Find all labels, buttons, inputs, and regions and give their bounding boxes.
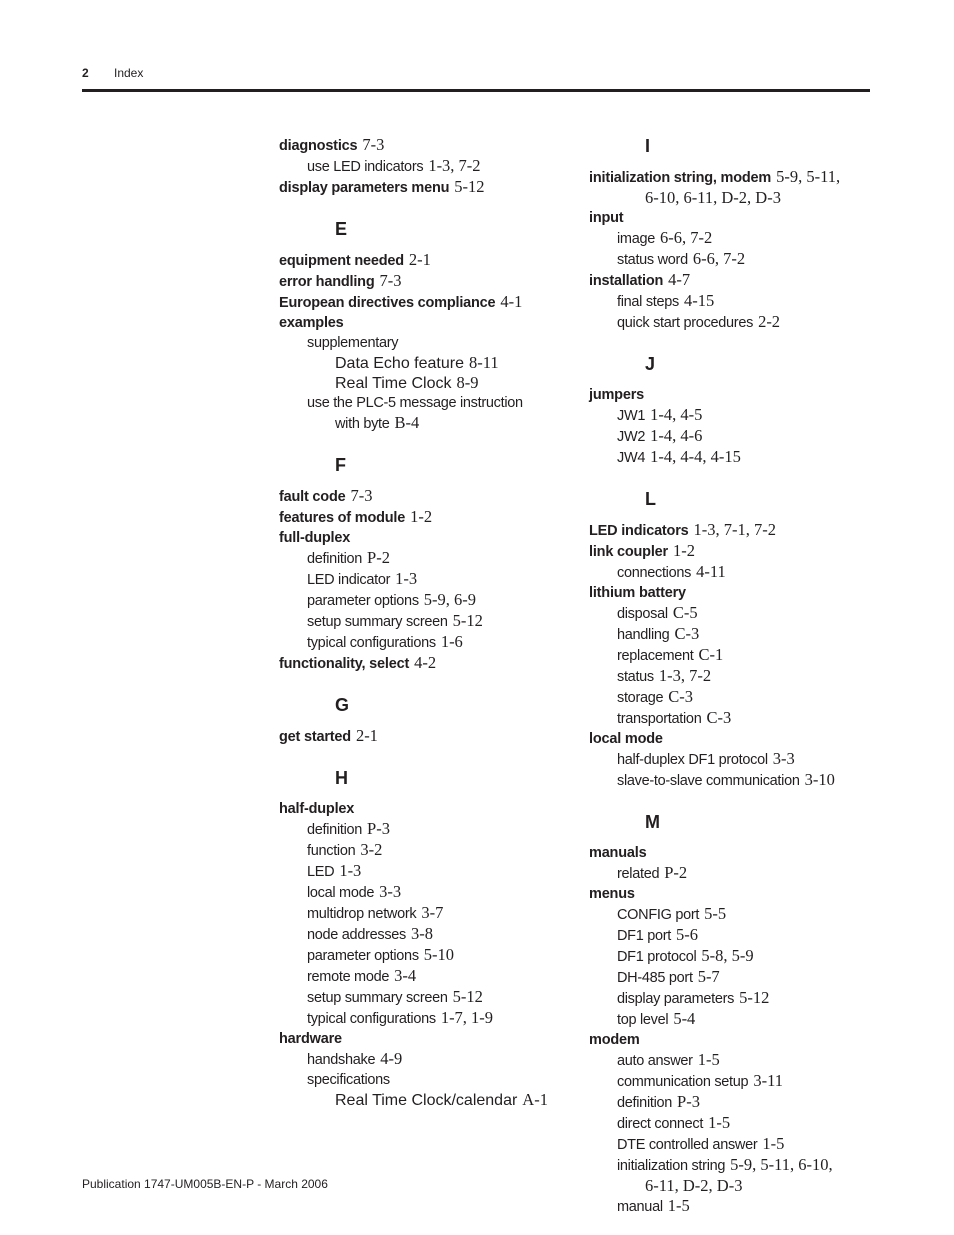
index-term: equipment needed — [279, 253, 404, 269]
index-entry — [279, 135, 569, 156]
index-entry — [589, 904, 879, 925]
index-term: features of module — [279, 510, 406, 526]
index-entry — [589, 426, 879, 447]
index-term: modem — [589, 1032, 640, 1048]
index-term: CONFIG port — [617, 907, 700, 923]
index-term: parameter options — [307, 593, 419, 609]
index-entry — [279, 250, 569, 271]
index-entry — [279, 528, 569, 548]
index-entry — [589, 770, 879, 791]
index-entry — [279, 799, 569, 819]
index-entry — [279, 987, 569, 1008]
index-entry — [589, 729, 879, 749]
page-references: 2-2 — [758, 312, 781, 331]
index-entry — [279, 819, 569, 840]
index-entry — [279, 653, 569, 674]
index-entry — [589, 312, 879, 333]
section-letter-f: F — [335, 455, 346, 475]
index-term: DH-485 port — [617, 970, 693, 986]
index-term: specifications — [307, 1072, 390, 1088]
index-term: fault code — [279, 489, 346, 505]
index-entry — [589, 1113, 879, 1134]
index-entry — [279, 632, 569, 653]
index-entry — [279, 1008, 569, 1029]
index-term: replacement — [617, 648, 694, 664]
index-entry — [279, 177, 569, 198]
index-term: function — [307, 843, 356, 859]
page-references: 6-6, 7-2 — [660, 228, 713, 247]
index-entry — [589, 385, 879, 405]
index-entry — [279, 333, 569, 353]
index-term: initialization string — [617, 1158, 726, 1174]
index-entry — [589, 925, 879, 946]
page-references-continuation: 6-10, 6-11, D-2, D-3 — [645, 188, 781, 207]
index-term: slave-to-slave communication — [617, 773, 800, 789]
index-entry — [279, 611, 569, 632]
page-references: 1-5 — [708, 1113, 731, 1132]
index-entry — [279, 507, 569, 528]
index-entry — [279, 903, 569, 924]
page-references-continuation: B-4 — [394, 413, 420, 432]
index-term: input — [589, 210, 624, 226]
index-term: hardware — [279, 1031, 342, 1047]
page-references: 2-1 — [355, 726, 378, 745]
index-entry — [589, 1196, 879, 1217]
page-references: 5-9, 6-9 — [423, 590, 477, 609]
page-references: C-3 — [706, 708, 732, 727]
page-references: 1-3 — [339, 861, 362, 880]
page-references: 3-4 — [394, 966, 417, 985]
index-term: connections — [617, 565, 692, 581]
page-number: 2 — [82, 66, 89, 80]
page-references-continuation: 6-11, D-2, D-3 — [645, 1176, 743, 1195]
index-entry — [589, 208, 879, 228]
page-references: 1-2 — [410, 507, 433, 526]
page-references: 5-7 — [697, 967, 720, 986]
index-entry — [279, 271, 569, 292]
page-references: 3-7 — [421, 903, 444, 922]
index-term: JW1 — [617, 408, 646, 424]
index-term: jumpers — [589, 387, 645, 403]
index-term: European directives compliance — [279, 295, 496, 311]
index-term: quick start procedures — [617, 315, 754, 331]
index-term: use the PLC-5 message instruction — [307, 395, 523, 411]
index-entry — [589, 1134, 879, 1155]
section-letter-i: I — [645, 136, 651, 156]
page-references: 3-8 — [411, 924, 433, 943]
page-references: 3-10 — [804, 770, 835, 789]
section-letter-g: G — [335, 695, 350, 715]
page-references: P-3 — [367, 819, 390, 838]
index-term: communication setup — [617, 1074, 749, 1090]
index-term-continuation: with byte — [335, 416, 390, 432]
page-references: P-2 — [367, 548, 390, 567]
page-references: 2-1 — [408, 250, 431, 269]
index-column-left — [279, 135, 569, 1110]
page-references: 1-7, 1-9 — [440, 1008, 494, 1027]
index-entry — [589, 749, 879, 770]
index-term: definition — [617, 1095, 673, 1111]
index-entry — [279, 1070, 569, 1090]
page-references: P-3 — [677, 1092, 700, 1111]
index-entry — [279, 1029, 569, 1049]
page-references: 1-5 — [697, 1050, 720, 1069]
index-term: manual — [617, 1199, 663, 1215]
index-term: final steps — [617, 294, 679, 310]
index-term: status word — [617, 252, 688, 268]
index-entry — [589, 520, 879, 541]
index-entry — [279, 726, 569, 747]
index-term: definition — [307, 551, 363, 567]
index-entry — [589, 1050, 879, 1071]
index-term: setup summary screen — [307, 990, 448, 1006]
section-letter-h: H — [335, 768, 348, 788]
index-term: status — [617, 669, 654, 685]
page-references: 5-5 — [704, 904, 727, 923]
index-term: supplementary — [307, 335, 399, 351]
index-term: typical configurations — [307, 1011, 436, 1027]
index-term: auto answer — [617, 1053, 693, 1069]
page-references: 4-7 — [668, 270, 691, 289]
page-references: C-1 — [698, 645, 724, 664]
index-entry — [279, 486, 569, 507]
index-entry — [589, 249, 879, 270]
section-letter-l: L — [645, 489, 656, 509]
index-term: link coupler — [589, 544, 668, 560]
index-entry — [589, 666, 879, 687]
index-entry — [279, 156, 569, 177]
page-references: 1-3, 7-2 — [428, 156, 481, 175]
page-references: C-5 — [672, 603, 698, 622]
index-term: local mode — [307, 885, 375, 901]
page-references: 4-9 — [380, 1049, 403, 1068]
index-entry — [589, 1071, 879, 1092]
page-references: 5-12 — [452, 611, 483, 630]
index-entry — [279, 924, 569, 945]
index-entry — [589, 884, 879, 904]
page-references: 5-12 — [739, 988, 770, 1007]
index-term: direct connect — [617, 1116, 704, 1132]
page-references: C-3 — [668, 687, 694, 706]
index-entry — [279, 1049, 569, 1070]
index-entry — [589, 447, 879, 468]
page-references: 1-4, 4-5 — [650, 405, 703, 424]
index-entry — [279, 945, 569, 966]
index-entry — [279, 353, 569, 373]
index-term: disposal — [617, 606, 668, 622]
section-letter-m: M — [645, 812, 660, 832]
index-column-right — [589, 135, 879, 1217]
index-entry — [589, 270, 879, 291]
index-term: DTE controlled answer — [617, 1137, 758, 1153]
page-references: 7-3 — [350, 486, 373, 505]
index-entry — [589, 687, 879, 708]
index-entry — [589, 562, 879, 583]
index-term: top level — [617, 1012, 669, 1028]
index-entry — [589, 843, 879, 863]
index-term: image — [617, 231, 655, 247]
index-entry — [589, 708, 879, 729]
index-term: full-duplex — [279, 530, 351, 546]
index-term: get started — [279, 729, 351, 745]
index-term: handshake — [307, 1052, 376, 1068]
index-term: node addresses — [307, 927, 406, 943]
index-term: storage — [617, 690, 664, 706]
index-entry-continuation — [589, 188, 879, 208]
index-entry — [589, 603, 879, 624]
index-entry-continuation — [617, 1176, 879, 1196]
index-entry — [279, 882, 569, 903]
index-term: definition — [307, 822, 363, 838]
page-references: 8-11 — [468, 353, 499, 372]
page-references: 3-11 — [753, 1071, 783, 1090]
page-references: 7-3 — [362, 135, 385, 154]
page-references: 6-6, 7-2 — [692, 249, 746, 268]
index-entry-continuation — [307, 413, 569, 434]
index-entry — [589, 624, 879, 645]
index-entry — [279, 569, 569, 590]
index-entry — [279, 313, 569, 333]
index-term: remote mode — [307, 969, 390, 985]
page-references: 3-2 — [360, 840, 383, 859]
index-term: display parameters — [617, 991, 735, 1007]
index-entry — [589, 541, 879, 562]
index-entry — [589, 946, 879, 967]
header-rule — [82, 89, 870, 92]
index-term: local mode — [589, 731, 663, 747]
index-term: error handling — [279, 274, 375, 290]
page-references: 4-15 — [684, 291, 715, 310]
index-entry — [589, 967, 879, 988]
index-term: related — [617, 866, 660, 882]
section-letter-j: J — [645, 354, 656, 374]
index-term: lithium battery — [589, 585, 686, 601]
index-term: half-duplex DF1 protocol — [617, 752, 768, 768]
index-entry — [589, 583, 879, 603]
index-entry — [589, 988, 879, 1009]
index-term: Real Time Clock/calendar — [335, 1092, 518, 1109]
index-entry — [589, 167, 879, 208]
page-references: 1-6 — [440, 632, 463, 651]
page-references: 5-12 — [454, 177, 485, 196]
index-entry — [589, 405, 879, 426]
page-references: 7-3 — [379, 271, 402, 290]
index-term: menus — [589, 886, 635, 902]
page-references: 1-3, 7-2 — [658, 666, 712, 685]
page-references: 5-8, 5-9 — [701, 946, 754, 965]
running-header-title: Index — [114, 66, 144, 80]
index-entry — [589, 1009, 879, 1030]
index-term: display parameters menu — [279, 180, 450, 196]
publication-footer: Publication 1747-UM005B-EN-P - March 2006 — [82, 1177, 328, 1191]
page-references: 1-3 — [395, 569, 418, 588]
page-references: 5-6 — [676, 925, 699, 944]
page-references: 3-3 — [772, 749, 795, 768]
index-term: installation — [589, 273, 664, 289]
page-references: 1-5 — [667, 1196, 690, 1215]
index-term: Data Echo feature — [335, 355, 464, 372]
page-references: 4-1 — [500, 292, 523, 311]
index-entry — [589, 228, 879, 249]
index-entry — [279, 393, 569, 434]
page-references: 1-4, 4-4, 4-15 — [650, 447, 741, 466]
index-entry — [279, 548, 569, 569]
index-term: JW2 — [617, 429, 646, 445]
page-references: 5-9, 5-11, — [776, 167, 841, 186]
index-term: functionality, select — [279, 656, 410, 672]
index-term: typical configurations — [307, 635, 436, 651]
index-term: transportation — [617, 711, 702, 727]
index-entry — [279, 861, 569, 882]
index-entry — [589, 1092, 879, 1113]
page-references: 5-10 — [423, 945, 455, 964]
index-term: setup summary screen — [307, 614, 448, 630]
index-entry — [279, 1090, 569, 1110]
page-references: 1-3, 7-1, 7-2 — [693, 520, 777, 539]
page-references: 8-9 — [456, 373, 479, 392]
index-entry — [279, 590, 569, 611]
index-entry — [589, 863, 879, 884]
index-entry — [279, 292, 569, 313]
index-term: Real Time Clock — [335, 375, 452, 392]
index-term: LED indicator — [307, 572, 391, 588]
page-references: 4-11 — [696, 562, 726, 581]
index-entry — [589, 291, 879, 312]
index-entry — [589, 1030, 879, 1050]
page-references: P-2 — [664, 863, 688, 882]
index-term: parameter options — [307, 948, 419, 964]
index-term: diagnostics — [279, 138, 358, 154]
page-references: 1-4, 4-6 — [650, 426, 703, 445]
page-references: 4-2 — [414, 653, 437, 672]
section-letter-e: E — [335, 219, 348, 239]
index-term: JW4 — [617, 450, 646, 466]
page-references: 1-5 — [762, 1134, 785, 1153]
index-term: examples — [279, 315, 344, 331]
page-references: 5-12 — [452, 987, 483, 1006]
index-term: handling — [617, 627, 670, 643]
index-term: use LED indicators — [307, 159, 424, 175]
page-references: 3-3 — [379, 882, 402, 901]
index-term: LED — [307, 864, 335, 880]
index-term: initialization string, modem — [589, 170, 772, 186]
index-term: DF1 protocol — [617, 949, 697, 965]
index-term: manuals — [589, 845, 647, 861]
page-references: 5-9, 5-11, 6-10, — [730, 1155, 833, 1174]
index-entry — [279, 373, 569, 393]
page-references: C-3 — [674, 624, 700, 643]
index-entry — [279, 966, 569, 987]
index-term: DF1 port — [617, 928, 672, 944]
page-references: 1-2 — [672, 541, 695, 560]
index-term: half-duplex — [279, 801, 355, 817]
index-term: multidrop network — [307, 906, 417, 922]
index-entry — [589, 645, 879, 666]
page-references: 5-4 — [673, 1009, 696, 1028]
index-entry — [589, 1155, 879, 1196]
index-entry — [279, 840, 569, 861]
index-term: LED indicators — [589, 523, 689, 539]
page-references: A-1 — [522, 1090, 548, 1109]
